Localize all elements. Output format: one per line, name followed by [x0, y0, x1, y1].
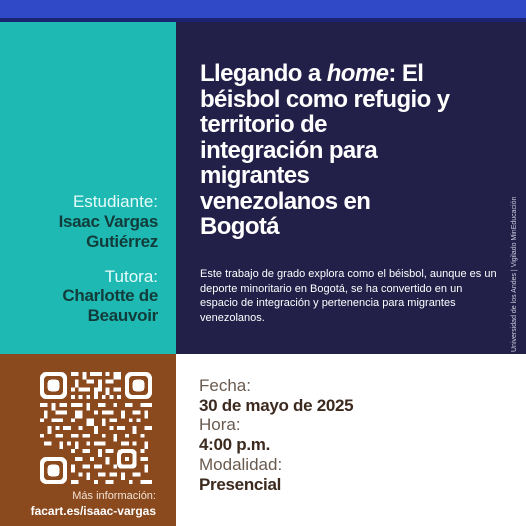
title-suffix: : El: [388, 60, 424, 87]
date-value: 30 de mayo de 2025: [199, 396, 354, 415]
tutor-name-line2: Beauvoir: [87, 306, 158, 325]
title-italic-word: home: [326, 60, 389, 87]
qr-code-icon[interactable]: [40, 372, 152, 484]
student-name-line2: Gutiérrez: [86, 232, 158, 251]
more-info-label: Más información:: [72, 490, 156, 502]
thesis-title: [200, 61, 500, 240]
more-info-link[interactable]: facart.es/isaac-vargas: [30, 504, 156, 518]
abstract-text: Este trabajo de grado explora como el béisbol, aunque es un deporte minoritario en Bogotá, se ha convertido en un espacio de integración y pertenencia para migrantes venezolanos.: [200, 268, 497, 324]
time-value: 4:00 p.m.: [199, 435, 270, 454]
title-line-1: [200, 61, 500, 87]
title-line-7: Bogotá: [200, 213, 280, 240]
tutor-role-label: Tutora:: [104, 267, 158, 286]
university-credit: Universidad de los Andes | Vigilado MinEducación: [511, 196, 518, 352]
student-name-line1: Isaac Vargas: [58, 212, 158, 231]
title-line-6: venezolanos en: [200, 187, 371, 215]
date-label: Fecha:: [199, 376, 251, 395]
title-line-4: integración para: [200, 136, 378, 164]
modality-value: Presencial: [199, 475, 282, 494]
student-role-label: Estudiante:: [72, 192, 158, 211]
title-line-5: migrantes: [200, 162, 310, 189]
people-panel: [0, 22, 176, 354]
tutor-name-line1: Charlotte de: [62, 286, 158, 305]
modality-label: Modalidad:: [199, 455, 283, 474]
title-prefix: Llegando a: [200, 60, 327, 87]
title-line-3: territorio de: [200, 111, 327, 138]
time-label: Hora:: [199, 415, 241, 434]
title-line-2: béisbol como refugio y: [200, 85, 450, 113]
